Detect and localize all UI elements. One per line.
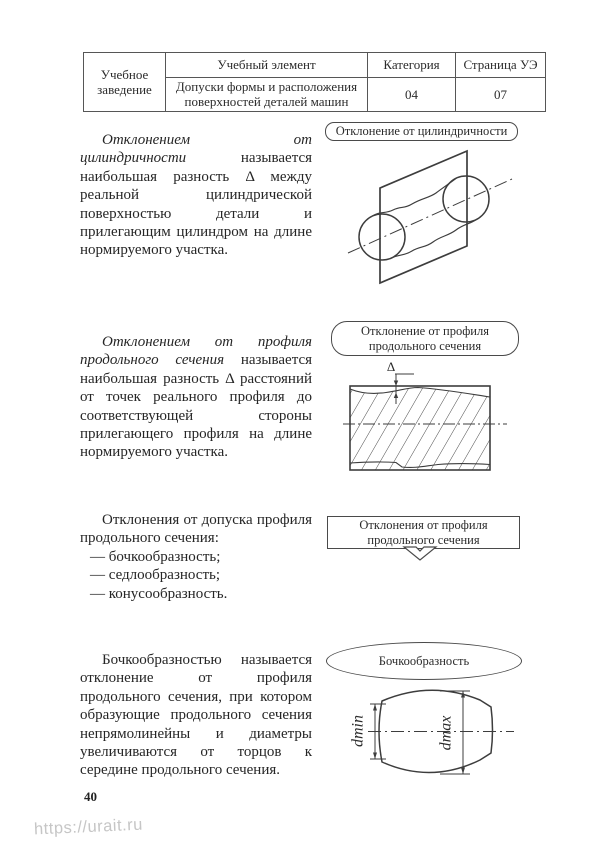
- figure-label-profile: [331, 321, 519, 356]
- figure-label-line2: продольного сечения: [368, 338, 482, 353]
- delta-label: Δ: [386, 359, 396, 374]
- figure-label-text: Отклонение от цилиндричности: [335, 124, 508, 139]
- cylindricity-diagram: [330, 143, 530, 298]
- arrow-up: [373, 704, 377, 711]
- figure-label-line1: Отклонение от профиля: [361, 324, 489, 338]
- definition-text: называется отклонение от профиля продольного сечения, при котором образующие продольного сечения непрямолинейны и диаметры увеличиваются от торцов к середине продольного сечения.: [80, 652, 312, 779]
- paragraph-profile: [80, 333, 312, 462]
- figure-label-cylindricity: [325, 122, 518, 141]
- list-item-barrel: — бочкообразность;: [90, 548, 221, 565]
- hatched-material: [350, 388, 490, 471]
- definition-text: называется наибольшая разность Δ расстояний от точек реального профиля до соответствующей стороны прилегающего профиля на длине нормируемого участка.: [80, 352, 313, 461]
- list-item-saddle: — седлообразность;: [90, 567, 221, 584]
- term-cylindricity: Отклонением от цилиндричности: [80, 132, 312, 167]
- term-barrel: Бочкообразностью: [102, 652, 222, 668]
- arrow-down: [394, 381, 398, 387]
- arrow-down: [461, 768, 465, 775]
- definition-text: называется наибольшая разность Δ между реальной цилиндрической поверхностью детали и прилегающим цилиндром на длине нормируемого участка.: [80, 150, 312, 259]
- category-header-cell: Категория: [368, 53, 456, 78]
- paragraph-cylindricity: [80, 131, 312, 260]
- paragraph-barrel: [80, 651, 312, 780]
- header-table: [83, 52, 546, 112]
- term-profile: Отклонением от профиля продольного сечения: [80, 334, 312, 369]
- list-item-cone: — конусообразность.: [90, 585, 228, 602]
- list-intro: Отклонения от допуска профиля продольного сечения:: [80, 512, 312, 547]
- element-value-cell: Допуски формы и расположения поверхностей деталей машин: [166, 78, 368, 112]
- down-arrow-icon: [402, 546, 440, 562]
- figure-label-barrel: [326, 642, 522, 680]
- left-end-circle: [359, 214, 405, 260]
- real-surface-top: [373, 178, 457, 216]
- barrel-shape-diagram: [330, 683, 530, 788]
- profile-section-diagram: [330, 356, 520, 478]
- dmin-label: dmin: [349, 715, 367, 747]
- figure-label-deviations: [327, 516, 520, 549]
- page-ue-header-cell: Страница УЭ: [456, 53, 546, 78]
- element-header-cell: Учебный элемент: [166, 53, 368, 78]
- figure-label-line2: продольного сечения: [367, 532, 480, 547]
- page-number: 40: [84, 789, 97, 804]
- deviations-list-block: [80, 511, 312, 603]
- watermark-url: https://urait.ru: [33, 815, 144, 839]
- category-value-cell: 04: [368, 78, 456, 112]
- institution-cell: Учебное заведение: [84, 53, 166, 112]
- figure-label-line1: Отклонения от профиля: [359, 518, 488, 532]
- arrow-down: [373, 753, 377, 760]
- real-surface-bottom: [392, 220, 476, 258]
- figure-label-text: Бочкообразность: [378, 653, 470, 668]
- page-ue-value-cell: 07: [456, 78, 546, 112]
- dmax-label: dmax: [437, 715, 455, 751]
